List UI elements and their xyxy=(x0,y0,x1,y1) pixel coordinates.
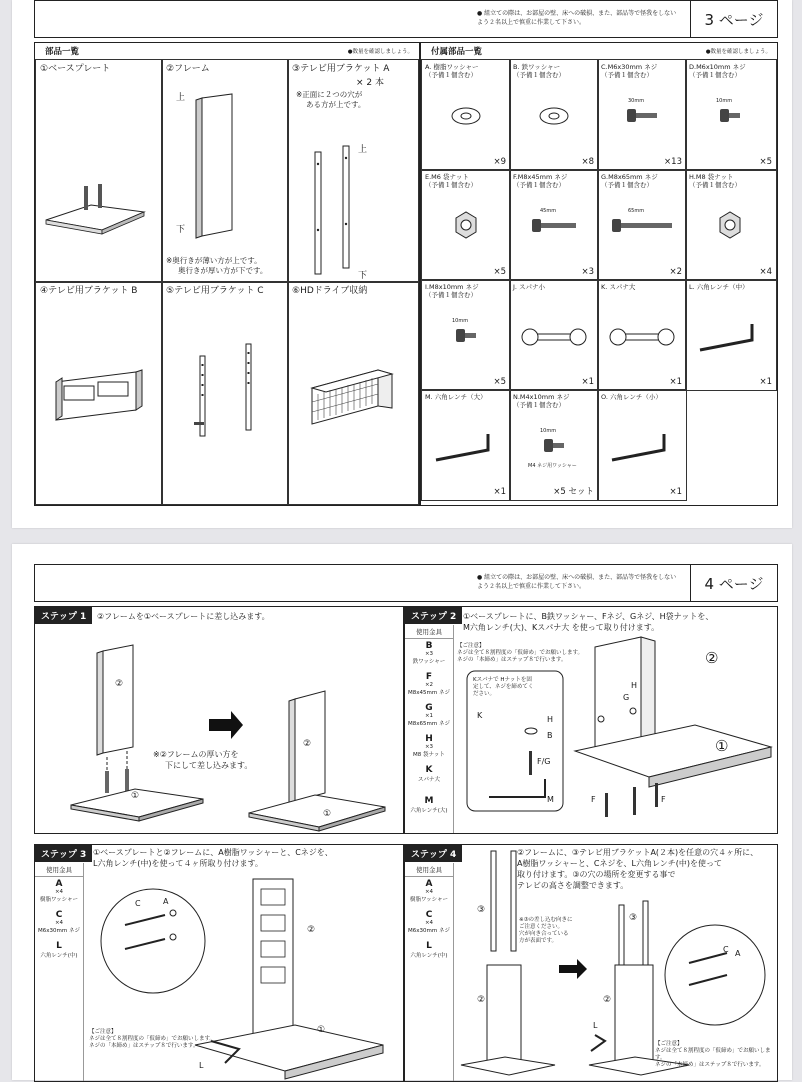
part-label: ④テレビ用ブラケット B xyxy=(40,286,138,296)
step-1-frame-number: ② xyxy=(303,739,312,749)
accessory-spare-note: （予備１個含む） xyxy=(425,71,477,79)
step-1-note-line: ※②フレームの厚い方を xyxy=(153,750,239,759)
accessory-spare-note: （予備１個含む） xyxy=(425,181,477,189)
tool-count: ×1 xyxy=(424,713,434,719)
wrench-icon xyxy=(510,280,598,390)
step-1-note-line: 下にして差し込みます。 xyxy=(165,761,253,770)
accessory-quantity: ×13 xyxy=(664,157,682,167)
step-4-caution xyxy=(655,1041,773,1069)
accessory-quantity: ×5 xyxy=(759,157,772,167)
step-2-instruction-line: M六角レンチ(大)、Kスパナ大 を使って取り付けます。 xyxy=(463,623,660,632)
part-label: ⑤テレビ用ブラケット C xyxy=(166,286,264,296)
screw-icon xyxy=(422,280,510,390)
tool-name: 六角レンチ(中) xyxy=(410,953,448,959)
page-number: 3 ページ xyxy=(690,1,777,37)
tool-letter: G xyxy=(425,703,433,713)
accessory-quantity: ×4 xyxy=(759,267,772,277)
label-h: H xyxy=(547,715,554,724)
accessory-quantity: ×1 xyxy=(759,377,772,387)
step-4-frame-number: ② xyxy=(603,995,612,1005)
part-frame xyxy=(161,59,289,283)
screw-dimension: 10mm xyxy=(716,98,733,104)
tool-name: M6x30mm ネジ xyxy=(38,928,80,934)
part-label: ⑥HDドライブ収納 xyxy=(292,286,368,296)
accessory-spare-note: （予備１個含む） xyxy=(601,181,653,189)
label-fg: F/G xyxy=(537,757,551,766)
accessory-item xyxy=(685,279,777,391)
header-note: ● 組立ての際は、お部屋の壁、床への破損、また、部品等で怪我をしないよう２名以上で慎重に作業して下さい。 xyxy=(477,10,677,26)
step-3-frame-number: ② xyxy=(307,925,316,935)
screw-icon xyxy=(686,60,774,170)
step-2-base-number: ① xyxy=(715,737,729,755)
step-3-caution xyxy=(89,1029,219,1050)
accessory-quantity: ×2 xyxy=(669,267,682,277)
tool-letter: A xyxy=(55,879,63,889)
accessory-item xyxy=(597,389,687,501)
frame-note-line: 奥行きが厚い方が下です。 xyxy=(178,266,268,275)
tool-letter: F xyxy=(425,672,433,682)
tool-name: スパナ大 xyxy=(417,777,440,783)
part-label: ③テレビ用ブラケット A xyxy=(292,64,390,74)
accessory-quantity: ×9 xyxy=(493,157,506,167)
page-header xyxy=(34,564,778,602)
tool-name: M6x30mm ネジ xyxy=(408,928,450,934)
step-4-tag: ステップ 4 xyxy=(405,845,462,862)
accessory-name: C.M6x30mm ネジ xyxy=(601,63,658,71)
accessory-item xyxy=(597,59,687,171)
caution-line: ネジは全て８割程度の「仮締め」でお願いします。 xyxy=(89,1036,216,1042)
part-tv-bracket-a xyxy=(287,59,419,283)
tool-count: ×3 xyxy=(424,744,434,750)
header-note: ● 組立ての際は、お部屋の壁、床への破損、また、部品等で怪我をしないよう２名以上で慎重に作業して下さい。 xyxy=(477,574,677,590)
step-1-tag: ステップ 1 xyxy=(35,607,92,624)
parts-list-section xyxy=(34,42,420,506)
label-h: H xyxy=(631,681,638,690)
screw-dimension: 45mm xyxy=(540,208,557,214)
label-c: C xyxy=(135,899,141,908)
label-m: M xyxy=(547,795,554,804)
step-1-base-number: ① xyxy=(323,809,332,819)
accessory-name: A. 樹脂ワッシャー xyxy=(425,63,479,71)
step-4-frame-number: ② xyxy=(477,995,486,1005)
frame-note-line: ※奥行きが薄い方が上です。 xyxy=(166,256,262,265)
step-2-tag: ステップ 2 xyxy=(405,607,462,624)
label-a: A xyxy=(735,949,741,958)
accessory-quantity: ×1 xyxy=(581,377,594,387)
tool-name: M8 袋ナット xyxy=(413,752,445,758)
caution-line: ネジの「本締め」はステップ８で行います。 xyxy=(655,1062,765,1068)
screw-dimension: 10mm xyxy=(452,318,469,324)
hex-key-icon xyxy=(598,390,686,500)
accessory-spare-note: （予備１個含む） xyxy=(513,71,565,79)
accessory-spare-note: （予備１個含む） xyxy=(513,181,565,189)
bracket-a-note-line: ある方が上です。 xyxy=(306,100,366,109)
accessory-spare-note: （予備１個含む） xyxy=(689,71,741,79)
accessory-name: B. 鉄ワッシャー xyxy=(513,63,561,71)
accessory-name: I.M8x10mm ネジ xyxy=(425,283,479,291)
step-4-bracket-number: ③ xyxy=(477,905,486,915)
screw-icon xyxy=(510,170,598,280)
bracket-a-top-label: 上 xyxy=(358,145,368,155)
part-tv-bracket-c xyxy=(161,281,289,505)
page-number: 4 ページ xyxy=(690,565,777,601)
label-l: L xyxy=(593,1021,598,1030)
frame-bottom-label: 下 xyxy=(176,225,186,235)
step-1-diagram xyxy=(35,607,403,833)
screw-dimension: 30mm xyxy=(628,98,645,104)
frame-note xyxy=(166,256,267,276)
accessory-item xyxy=(509,389,599,501)
accessory-item xyxy=(421,389,511,501)
tools-title: 使用金具 xyxy=(405,625,453,639)
step-2-frame-number: ② xyxy=(705,649,719,667)
base-plate-illustration xyxy=(36,60,162,282)
label-g: G xyxy=(623,693,630,702)
accessory-quantity: ×8 xyxy=(581,157,594,167)
label-b: B xyxy=(547,731,553,740)
step-4-note xyxy=(519,917,589,945)
step-3-instruction-line: ①ベースプレートと②フレームに、A樹脂ワッシャーと、Cネジを、 xyxy=(93,848,333,857)
wrench-icon xyxy=(598,280,686,390)
tool-name: 六角レンチ(中) xyxy=(40,953,78,959)
accessory-item xyxy=(421,59,511,171)
nut-icon xyxy=(686,170,774,280)
callout-line: ださい。 xyxy=(473,691,496,697)
hd-drive-illustration xyxy=(288,282,418,504)
accessory-list-note: ●数量を確認しましょう。 xyxy=(705,49,771,55)
callout-line: 定して、ネジを締めてく xyxy=(473,684,534,690)
caution-line: ネジの「本締め」はステップ８で行います。 xyxy=(89,1043,199,1049)
step-4-note-line: 方が表面です。 xyxy=(519,938,558,944)
tool-count: ×4 xyxy=(424,889,434,895)
step-2-instruction-line: ①ベースプレートに、B鉄ワッシャー、Fネジ、Gネジ、H袋ナットを、 xyxy=(463,612,714,621)
tool-letter: L xyxy=(426,941,432,951)
accessory-quantity: ×5 xyxy=(493,267,506,277)
callout-line: Kスパナで Hナットを固 xyxy=(473,677,532,683)
label-f: F xyxy=(661,795,666,804)
accessory-name: N.M4x10mm ネジ xyxy=(513,393,570,401)
step-4-instruction-line: 取り付けます。③の穴の場所を変更する事で xyxy=(517,870,676,879)
caution-line: ネジは全て８割程度の「仮締め」でお願いします。 xyxy=(655,1048,771,1061)
part-label: ①ベースプレート xyxy=(40,64,111,74)
accessory-name: E.M6 袋ナット xyxy=(425,173,469,181)
accessory-name: J. スパナ小 xyxy=(513,283,546,291)
caution-title: 【ご注意】 xyxy=(655,1041,683,1047)
caution-title: 【ご注意】 xyxy=(89,1029,117,1035)
label-k: K xyxy=(477,711,483,720)
nut-icon xyxy=(422,170,510,280)
accessory-name: H.M8 袋ナット xyxy=(689,173,734,181)
tool-name: M8x45mm ネジ xyxy=(408,690,450,696)
frame-top-label: 上 xyxy=(176,93,186,103)
accessory-quantity: ×5 xyxy=(493,377,506,387)
tool-name: 鉄ワッシャー xyxy=(412,659,446,665)
tool-letter: B xyxy=(425,641,433,651)
screw-dimension: 65mm xyxy=(628,208,645,214)
accessory-quantity: ×1 xyxy=(669,377,682,387)
accessory-quantity: ×1 xyxy=(493,487,506,497)
label-l: L xyxy=(199,1061,204,1070)
accessory-parts-section xyxy=(420,42,778,506)
accessory-item xyxy=(509,279,599,391)
parts-list-note: ●数量を確認しましょう。 xyxy=(347,49,413,55)
step-2-callout xyxy=(473,677,557,698)
caution-line: ネジの「本締め」はステップ８で行います。 xyxy=(457,657,567,663)
bracket-a-qty: × 2 本 xyxy=(356,78,384,88)
parts-list-title: 部品一覧 xyxy=(45,47,80,57)
accessory-name: D.M6x10mm ネジ xyxy=(689,63,746,71)
hex-key-icon xyxy=(422,390,510,500)
step-1-base-number: ① xyxy=(131,791,140,801)
tool-letter: L xyxy=(56,941,62,951)
caution-line: ネジは全て８割程度の「仮締め」でお願いします。 xyxy=(457,650,584,656)
tool-letter: M xyxy=(424,796,434,806)
label-a: A xyxy=(163,897,169,906)
accessory-spare-note: （予備１個含む） xyxy=(425,291,477,299)
tools-title: 使用金具 xyxy=(35,863,83,877)
accessory-spare-note: （予備１個含む） xyxy=(601,71,653,79)
tool-letter: K xyxy=(425,765,433,775)
accessory-item xyxy=(685,59,777,171)
tool-count: ×2 xyxy=(424,682,434,688)
step-1-panel xyxy=(34,606,404,834)
screw-icon xyxy=(598,60,686,170)
accessory-item xyxy=(421,169,511,281)
accessory-item xyxy=(509,169,599,281)
step-3-instruction-line: L六角レンチ(中)を使って４ヶ所取り付けます。 xyxy=(93,859,263,868)
screw-icon xyxy=(598,170,686,280)
label-f: F xyxy=(591,795,596,804)
screw-icon xyxy=(510,390,598,500)
part-base-plate xyxy=(35,59,163,283)
step-4-note-line: 穴が向き合っている xyxy=(519,931,569,937)
accessory-name: O. 六角レンチ（小） xyxy=(601,393,662,401)
washer-icon xyxy=(510,60,598,170)
accessory-name: F.M8x45mm ネジ xyxy=(513,173,568,181)
accessory-name: M. 六角レンチ（大） xyxy=(425,393,487,401)
tools-title: 使用金具 xyxy=(405,863,453,877)
accessory-spare-note: （予備１個含む） xyxy=(689,181,741,189)
tool-count: ×4 xyxy=(54,889,64,895)
step-1-note xyxy=(153,749,252,771)
accessory-item xyxy=(421,279,511,391)
tool-name: 樹脂ワッシャー xyxy=(39,897,79,903)
step-4-note-line: ※③の差し込む向きに xyxy=(519,917,573,923)
accessory-quantity: ×3 xyxy=(581,267,594,277)
manual-page-4 xyxy=(12,544,792,1080)
step-3-base-number: ① xyxy=(317,1025,326,1035)
bracket-a-note-line: ※正面に２つの穴が xyxy=(296,90,363,99)
accessory-item xyxy=(597,279,687,391)
tool-letter: H xyxy=(425,734,433,744)
step-1-instruction: ②フレームを①ベースプレートに差し込みます。 xyxy=(97,612,270,621)
step-4-note-line: ご注意ください。 xyxy=(519,924,564,930)
accessory-quantity: ×1 xyxy=(669,487,682,497)
tool-letter: A xyxy=(425,879,433,889)
part-hd-drive-storage xyxy=(287,281,419,505)
accessory-extra-note: M4 ネジ用ワッシャー xyxy=(528,463,577,469)
manual-page-3 xyxy=(12,0,792,528)
screw-dimension: 10mm xyxy=(540,428,557,434)
accessory-item xyxy=(509,59,599,171)
accessory-quantity: ×5 セット xyxy=(553,487,594,497)
accessory-list-title: 付属部品一覧 xyxy=(431,47,483,57)
tool-name: 六角レンチ(大) xyxy=(410,808,448,814)
label-c: C xyxy=(723,945,729,954)
accessory-name: G.M8x65mm ネジ xyxy=(601,173,658,181)
tool-count: ×4 xyxy=(424,920,434,926)
tool-count: ×4 xyxy=(54,920,64,926)
part-tv-bracket-b xyxy=(35,281,163,505)
accessory-item xyxy=(597,169,687,281)
page-header xyxy=(34,0,778,38)
bracket-b-illustration xyxy=(36,282,162,504)
step-1-frame-number: ② xyxy=(115,679,124,689)
step-3-tag: ステップ 3 xyxy=(35,845,92,862)
tool-count: ×3 xyxy=(424,651,434,657)
tool-letter: C xyxy=(425,910,433,920)
accessory-item xyxy=(685,169,777,281)
step-2-panel xyxy=(404,606,778,834)
bracket-c-illustration xyxy=(162,282,288,504)
tool-letter: C xyxy=(55,910,63,920)
step-4-instruction-line: ②フレームに、③テレビ用ブラケットA(２本)を任意の穴４ヶ所に、 xyxy=(517,848,759,857)
accessory-spare-note: （予備１個含む） xyxy=(513,401,565,409)
washer-icon xyxy=(422,60,510,170)
step-4-panel xyxy=(404,844,778,1082)
tool-name: 樹脂ワッシャー xyxy=(409,897,449,903)
accessory-name: K. スパナ大 xyxy=(601,283,636,291)
part-label: ②フレーム xyxy=(166,64,210,74)
bracket-a-bottom-label: 下 xyxy=(358,271,368,281)
step-4-instruction-line: テレビの高さを調整できます。 xyxy=(517,881,629,890)
accessory-name: L. 六角レンチ（中） xyxy=(689,283,749,291)
step-4-bracket-number: ③ xyxy=(629,913,638,923)
step-3-panel xyxy=(34,844,404,1082)
hex-key-icon xyxy=(686,280,774,390)
caution-title: 【ご注意】 xyxy=(457,643,485,649)
bracket-a-note xyxy=(296,90,365,110)
step-4-instruction-line: A樹脂ワッシャーと、Cネジを、L六角レンチ(中)を使って xyxy=(517,859,722,868)
tool-name: M8x65mm ネジ xyxy=(408,721,450,727)
